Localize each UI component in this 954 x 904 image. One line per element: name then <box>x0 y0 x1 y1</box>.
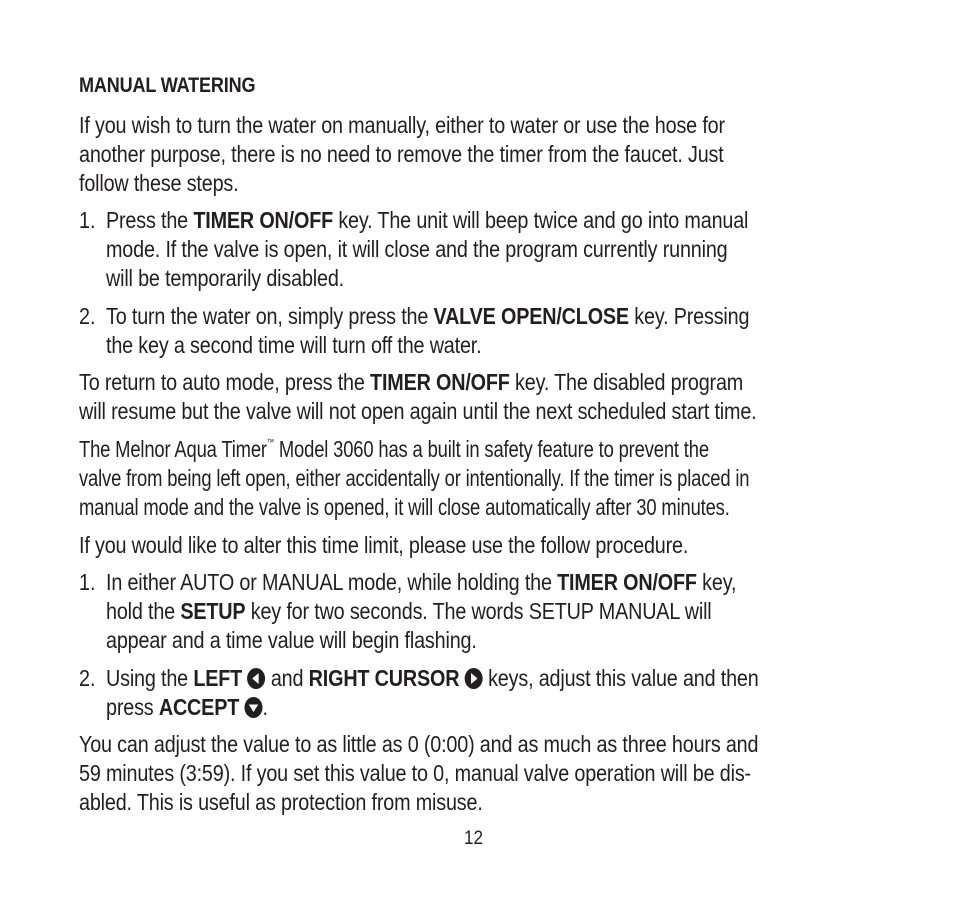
key-name: ACCEPT <box>158 694 240 720</box>
step-b1-line-3: appear and a time value will begin flashing. <box>106 627 477 653</box>
right-arrow-icon <box>465 668 483 689</box>
page-number: 12 <box>464 828 484 849</box>
closing-line-2: 59 minutes (3:59). If you set this value to 0, manual valve operation will be dis- <box>79 760 751 786</box>
safety-line-3: manual mode and the valve is opened, it will close automatically after 30 minutes. <box>79 494 730 520</box>
step-b1-line-1: In either AUTO or MANUAL mode, while holding the TIMER ON/OFF key, <box>106 569 737 595</box>
step-a2-line-1: To turn the water on, simply press the VALVE OPEN/CLOSE key. Pressing <box>106 303 750 329</box>
step-b2-number: 2. <box>79 665 96 691</box>
trademark-symbol: ™ <box>266 437 274 447</box>
closing-line-3: abled. This is useful as protection from misuse. <box>79 789 483 815</box>
key-name: VALVE OPEN/CLOSE <box>433 303 629 329</box>
section-title: MANUAL WATERING <box>79 74 256 97</box>
key-name: SETUP <box>180 598 246 624</box>
step-b2-line-2: press ACCEPT . <box>106 694 268 720</box>
key-name: TIMER ON/OFF <box>193 207 334 233</box>
step-b2-line-1: Using the LEFT and RIGHT CURSOR keys, adjust this value and then <box>106 665 759 691</box>
step-a1-number: 1. <box>79 207 96 233</box>
step-a1-line-1: Press the TIMER ON/OFF key. The unit will beep twice and go into manual <box>106 207 749 233</box>
key-name: LEFT <box>193 665 243 691</box>
left-arrow-icon <box>247 668 265 689</box>
intro-line-3: follow these steps. <box>79 170 239 196</box>
alter-line: If you would like to alter this time limit, please use the follow procedure. <box>79 532 689 558</box>
step-a2-line-2: the key a second time will turn off the water. <box>106 332 482 358</box>
safety-line-1: The Melnor Aqua Timer™ Model 3060 has a built in safety feature to prevent the <box>79 436 709 462</box>
intro-line-1: If you wish to turn the water on manually, either to water or use the hose for <box>79 112 725 138</box>
down-arrow-icon <box>244 697 262 718</box>
step-b1-number: 1. <box>79 569 96 595</box>
step-a2-number: 2. <box>79 303 96 329</box>
step-a1-line-3: will be temporarily disabled. <box>106 265 344 291</box>
safety-line-2: valve from being left open, either accidentally or intentionally. If the timer is placed in <box>79 465 750 491</box>
auto-line-2: will resume but the valve will not open again until the next scheduled start time. <box>79 398 757 424</box>
closing-line-1: You can adjust the value to as little as 0 (0:00) and as much as three hours and <box>79 731 759 757</box>
step-a1-line-2: mode. If the valve is open, it will close and the program currently running <box>106 236 728 262</box>
intro-line-2: another purpose, there is no need to remove the timer from the faucet. Just <box>79 141 724 167</box>
key-name: TIMER ON/OFF <box>370 369 510 395</box>
auto-line-1: To return to auto mode, press the TIMER ON/OFF key. The disabled program <box>79 369 744 395</box>
key-name: RIGHT CURSOR <box>308 665 460 691</box>
step-b1-line-2: hold the SETUP key for two seconds. The words SETUP MANUAL will <box>106 598 712 624</box>
key-name: TIMER ON/OFF <box>557 569 697 595</box>
